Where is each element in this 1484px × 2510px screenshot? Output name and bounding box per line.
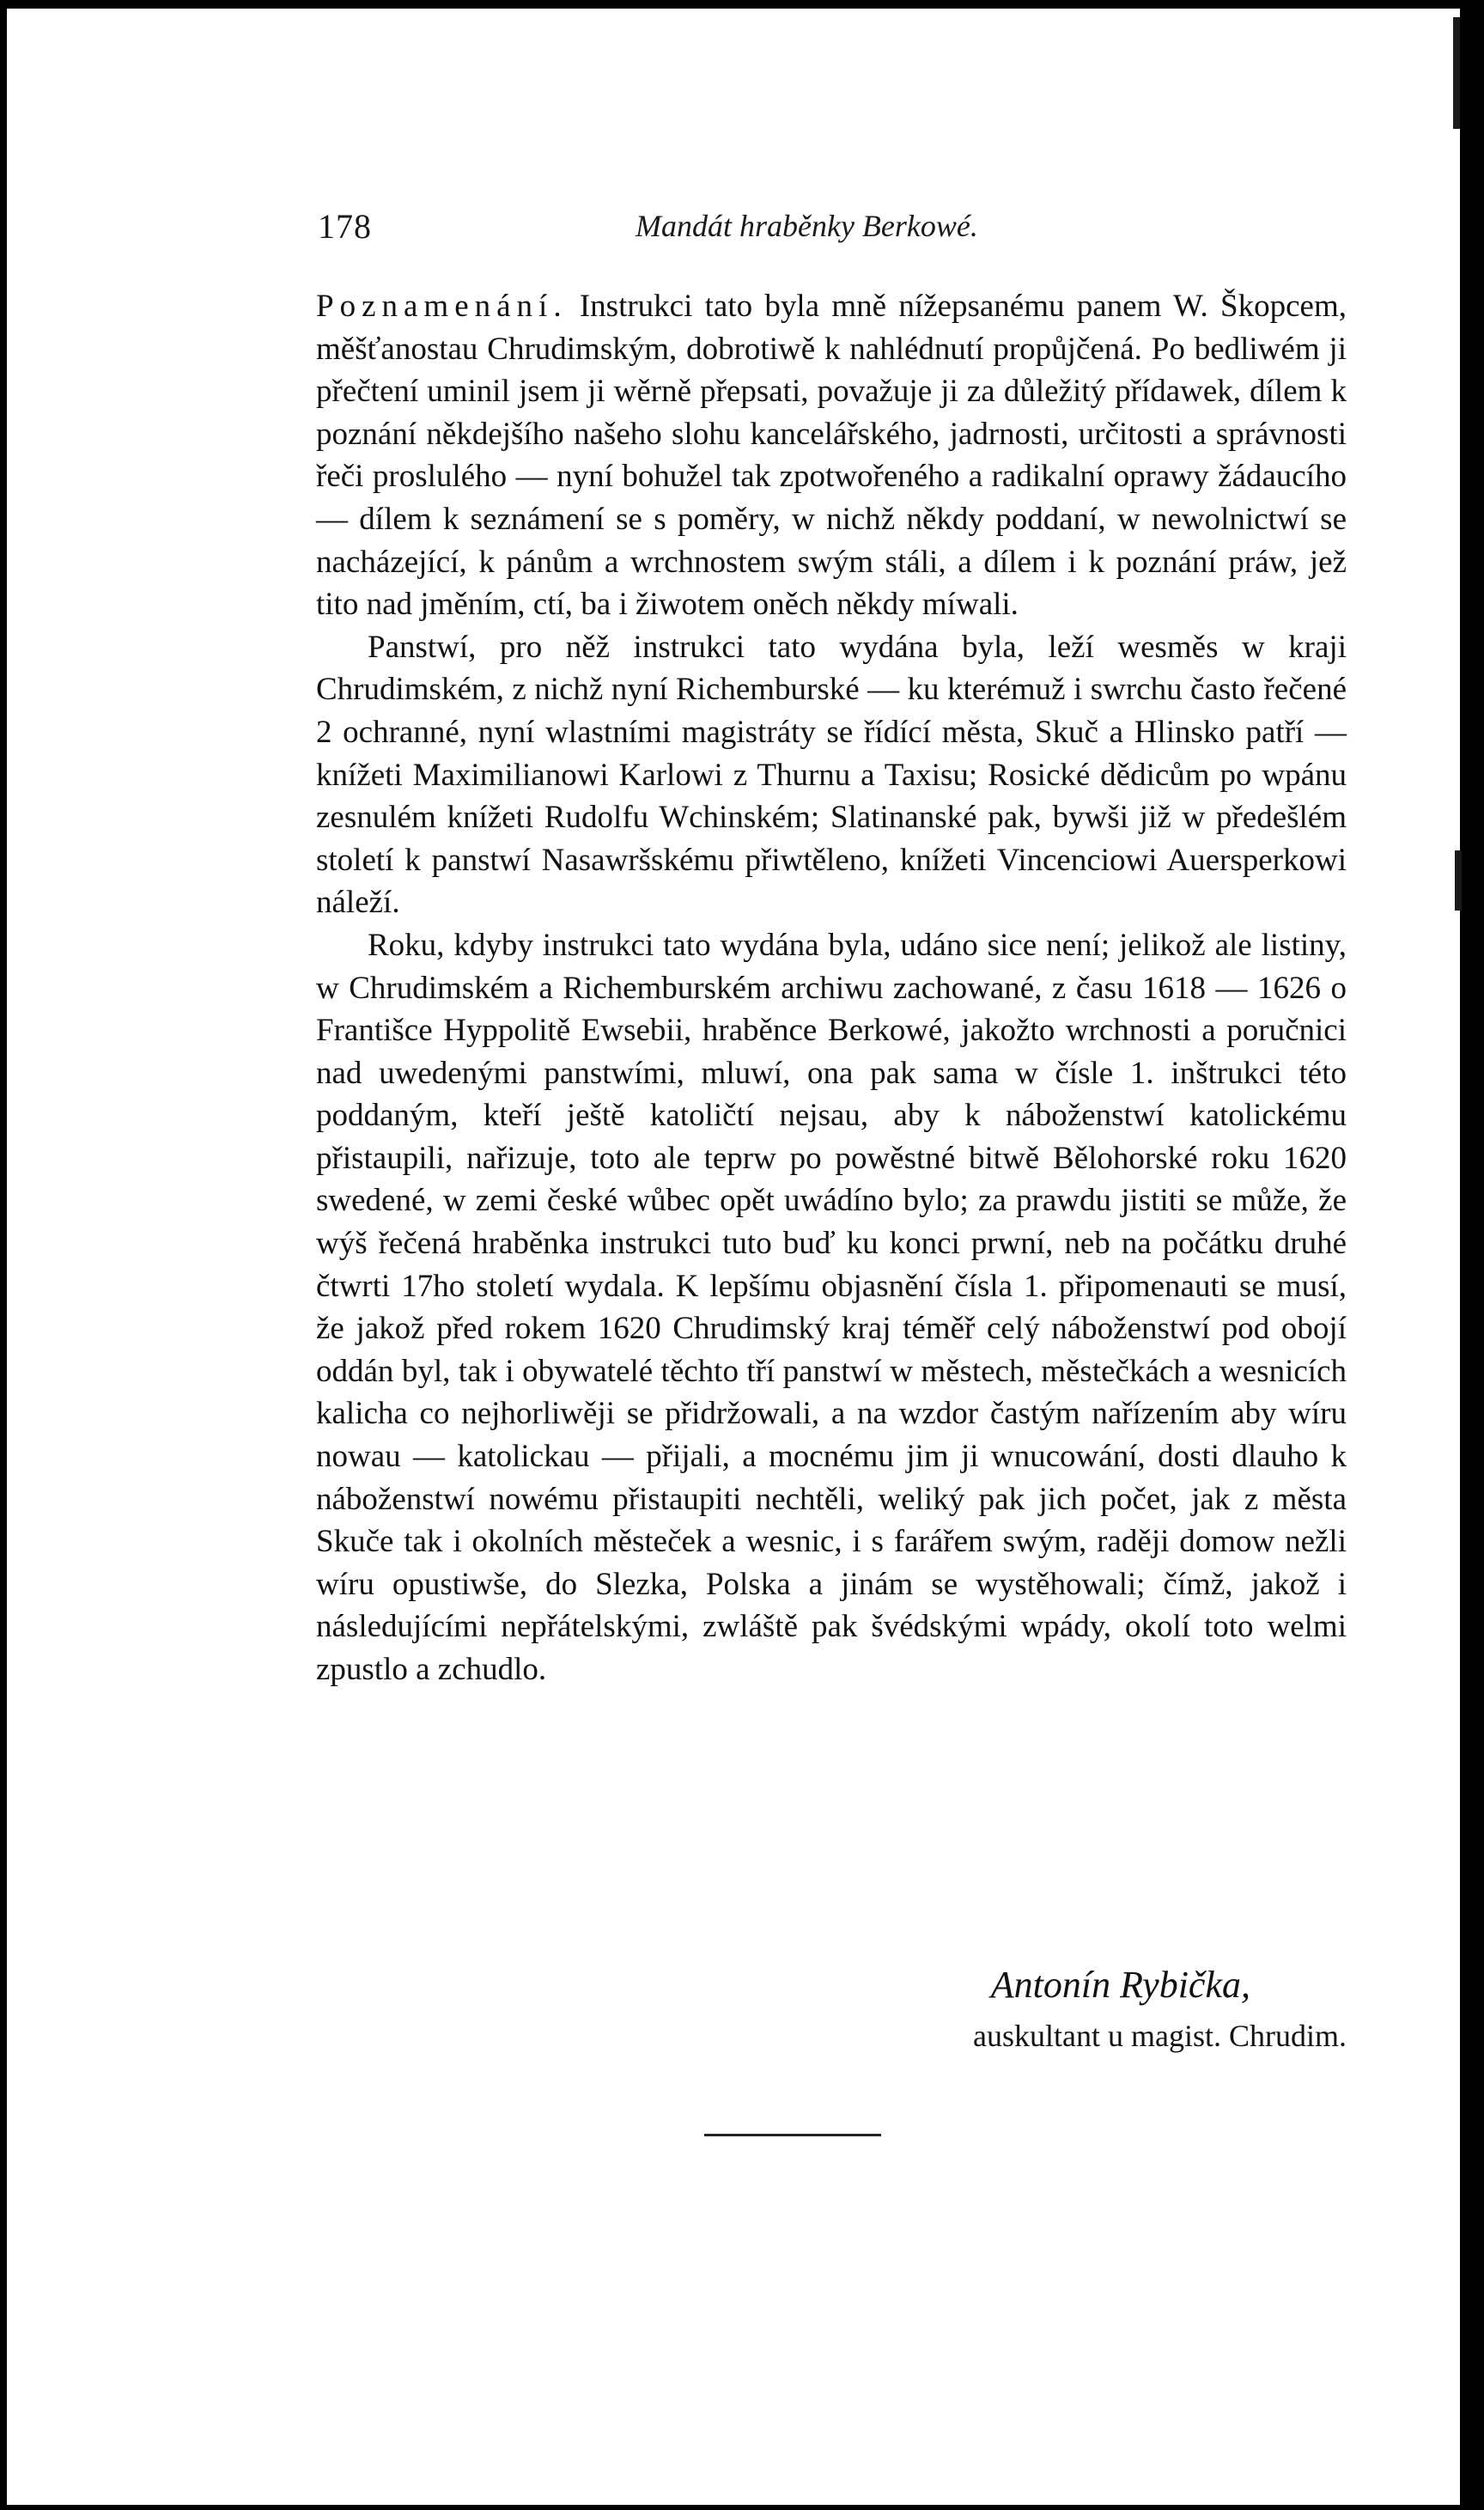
paragraph-dating: Roku, kdyby instrukci tato wydána byla, udáno sice není; jelikož ale listiny, w Chrudimském a Richemburském archiwu zachowané, z času 1618 — 1626 o Františce Hyppolitě Ewsebii, hraběnce Berkowé, jakožto wrchnosti a poručnici nad uwedenými panstwími, mluwí, ona pak sama w čísle 1. inštrukci této poddaným, kteří ještě katoličtí nejsau, aby k náboženstwí katolickému přistaupili, nařizuje, toto ale teprw po powěstné bitwě Bělohorské roku 1620 swedené, w zemi české wůbec opět uwádíno bylo; za prawdu jistiti se může, že wýš řečená hraběnka instrukci tuto buď ku konci prwní, neb na počátku druhé čtwrti 17ho století wydala. K lepšímu objasnění čísla 1. připomenauti se musí, že jakož před rokem 1620 Chrudimský kraj téměř celý náboženstwí pod obojí oddán byl, tak i obywatelé těchto tří panstwí w městech, městečkách a wesnicích kalicha co nejhorliwěji se přidržowali, a na wzdor častým nařízením aby wíru nowau — katolickau — přijali, a mocnému jim ji wnucowání, dosti dlauho k náboženstwí nowému přistaupiti nechtěli, weliký pak jich počet, jak z města Skuče tak i okolních městeček a wesnic, i s farářem swým, raději domow nežli wíru opustiwše, do Slezka, Polska a jinám se wystěhowali; čímž, jakož i následujícími nepřátelskými, zwláště pak švédskými wpády, okolí toto welmi zpustlo a zchudlo. — [316, 927, 1347, 1687]
signature-block — [859, 1963, 1347, 2066]
paragraph-estates: Panstwí, pro něž instrukci tato wydána byla, leží wesměs w kraji Chrudimském, z nichž nyní Richemburské — ku kterémuž i swrchu často řečené 2 ochranné, nyní wlastními magistráty se řídící města, Skuč a Hlinsko patří — knížeti Maximilianowi Karlowi z Thurnu a Taxisu; Rosické dědicům po wpánu zesnulém knížeti Rudolfu Wchinském; Slatinanské pak, bywši již w předešlém století k panstwí Nasawršskému přiwtěleno, knížeti Vincenciowi Auersperkowi náleží. — [316, 629, 1347, 921]
signature-role: auskultant u magist. Chrudim. — [973, 2019, 1347, 2053]
running-title: Mandát hraběnky Berkowé. — [636, 209, 978, 243]
body-text — [316, 285, 1347, 1691]
signature-name: Antonín Rybička, — [990, 1964, 1250, 2006]
page-edge-mark-top — [1453, 17, 1460, 129]
paragraph-text: Instrukci tato byla mně nížepsanému panem W. Škopcem, měšťanostau Chrudimským, dobrotiwě k nahlédnutí propůjčená. Po bedliwém ji přečtení uminil jsem ji wěrně přepsati, považuje ji za důležitý přídawek, dílem k poznání někdejšího našeho slohu kancelářského, jadrnosti, určitosti a správnosti řeči proslulého — nyní bohužel tak zpotwořeného a radikalní oprawy žádaucího — dílem k seznámení se s poměry, w nichž někdy poddaní, w newolnictwí se nacházející, k pánům a wrchnostem swým stáli, a dílem i k poznání práw, jež tito nad jměním, ctí, ba i žiwotem oněch někdy míwali. — [316, 289, 1347, 623]
page-number: 178 — [318, 207, 372, 246]
note-heading: Poznamenání. — [316, 289, 568, 324]
end-rule-divider — [704, 2134, 881, 2136]
paragraph-note — [316, 285, 1347, 626]
page-header — [307, 206, 1347, 258]
page-edge-mark-middle — [1455, 850, 1462, 911]
